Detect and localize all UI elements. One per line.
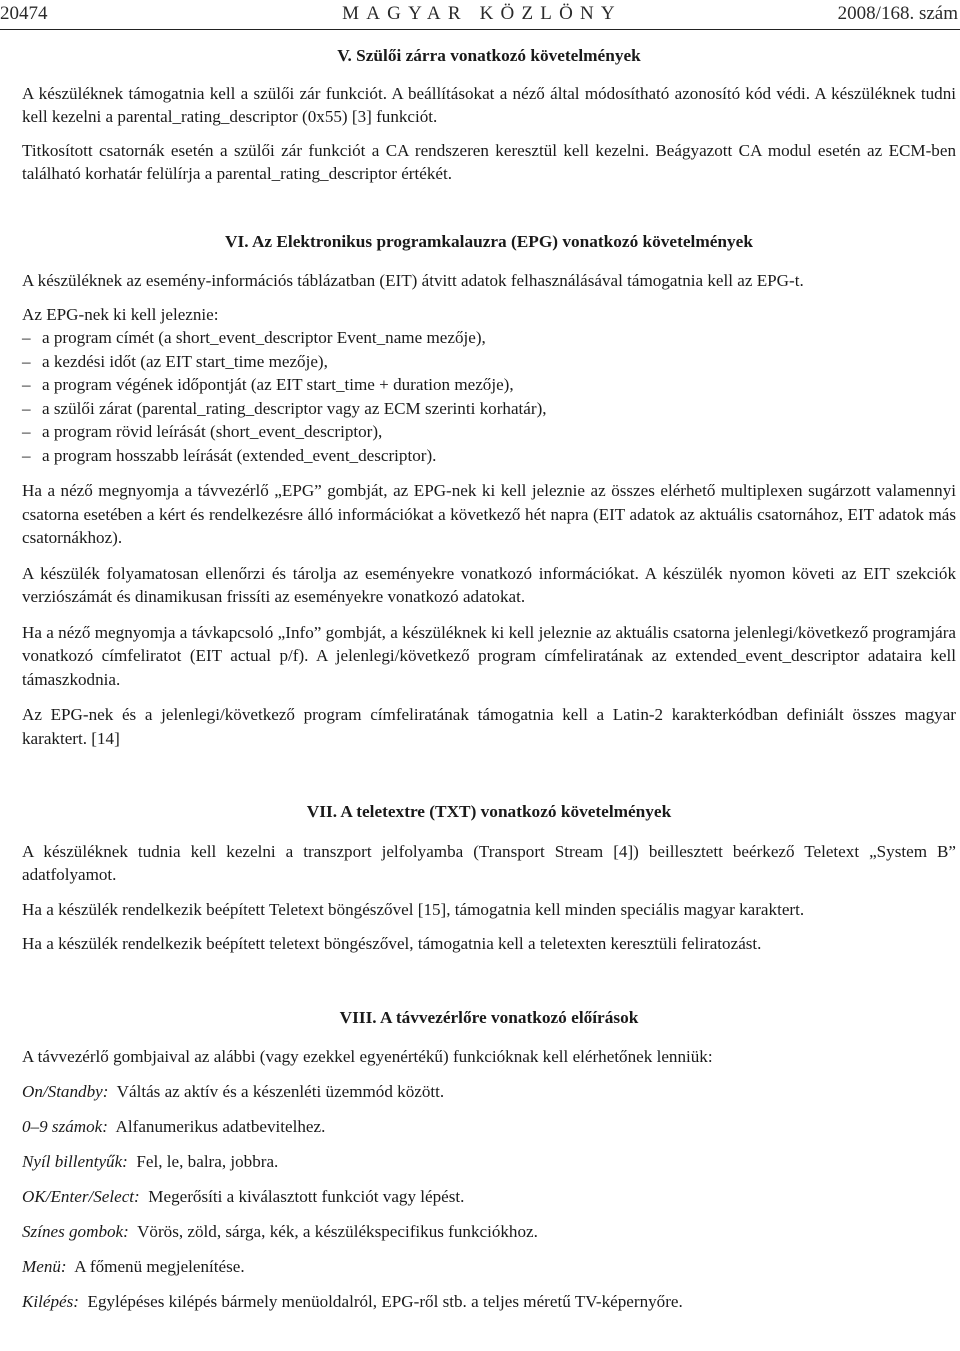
definition-desc: Egylépéses kilépés bármely menüoldalról, EPG-ről stb. a teljes méretű TV-képernyőre. — [87, 1291, 683, 1311]
section-vi-paragraph-1: A készüléknek az esemény-információs táblázatban (EIT) átvitt adatok felhasználásával támogatnia kell az EPG-t. — [22, 271, 804, 290]
definition-item — [22, 1115, 956, 1139]
section-vi-paragraph-4: Ha a néző megnyomja a távkapcsoló „Info” gombját, a készüléknek ki kell jeleznie az aktuális csatorna jelenlegi/következő programjára vonatkozó címfeliratot (EIT actual p/f). A jelenlegi/következő program címfeliratának az extended_event_descriptor adataira kell támaszkodnia. — [22, 622, 956, 689]
definition-desc: A főmenü megjelenítése. — [74, 1257, 245, 1276]
definition-desc: Fel, le, balra, jobbra. — [136, 1151, 279, 1171]
document-body — [22, 44, 956, 1313]
section-vi-paragraph-2: Ha a néző megnyomja a távvezérlő „EPG” gombját, az EPG-nek ki kell jeleznie az összes elérhető multiplexen sugárzott valamennyi csatorna esetében a kért és rendelkezésre álló információkat a következő hét napra (EIT adatok az aktuális csatornához, EIT adatok más csatornákhoz). — [22, 481, 956, 547]
section-vii-title: VII. A teletextre (TXT) vonatkozó követelmények — [306, 802, 672, 821]
list-item — [22, 420, 956, 444]
definition-desc: Alfanumerikus adatbevitelhez. — [115, 1117, 326, 1136]
section-viii-title: VIII. A távvezérlőre vonatkozó előírások — [339, 1007, 639, 1027]
section-vii-paragraph-3: Ha a készülék rendelkezik beépített teletext böngészővel, támogatnia kell a teletexten keresztüli feliratozást. — [22, 934, 762, 953]
definition-item — [22, 1220, 956, 1244]
section-vi-paragraph-5: Az EPG-nek és a jelenlegi/következő program címfeliratának támogatnia kell a Latin-2 karakterkódban definiált összes magyar karaktert. [14] — [22, 705, 956, 748]
dash-marker: – — [22, 328, 31, 347]
journal-title: MAGYAR KÖZLÖNY — [342, 3, 622, 24]
section-vi-paragraph-3: A készülék folyamatosan ellenőrzi és tárolja az eseményekre vonatkozó információkat. A készülék nyomon követi az EIT szekciók verziószámát és dinamikusan frissíti az eseményekre vonatkozó adatokat. — [22, 563, 956, 606]
dash-marker: – — [22, 398, 31, 418]
epg-requirements-list — [22, 326, 956, 467]
list-item — [22, 373, 956, 397]
dash-marker: – — [22, 445, 31, 465]
definition-item — [22, 1290, 956, 1314]
section-v-paragraph-2: Titkosított csatornák esetén a szülői zár funkciót a CA rendszeren keresztül kell kezelni. Beágyazott CA modul esetén az ECM-ben található korhatár felülírja a parental_rating_descriptor értékét. — [22, 140, 956, 183]
definition-term: Menü: — [22, 1257, 67, 1276]
definition-term: Nyíl billentyűk: — [22, 1151, 128, 1171]
list-item — [22, 444, 956, 468]
list-item-text: a program rövid leírását (short_event_descriptor), — [42, 422, 383, 441]
list-item — [22, 350, 956, 374]
list-item — [22, 326, 956, 350]
running-header — [0, 0, 960, 30]
definition-item — [22, 1185, 956, 1209]
section-v-paragraph-1: A készüléknek támogatnia kell a szülői zár funkciót. A beállításokat a néző által módosítható azonosító kód védi. A készüléknek tudni kell kezelni a parental_rating_descriptor (0x55) [3] funkciót. — [22, 83, 956, 126]
list-item — [22, 397, 956, 421]
section-v-title: V. Szülői zárra vonatkozó követelmények — [337, 46, 641, 65]
dash-marker: – — [22, 351, 31, 371]
dash-marker: – — [22, 375, 31, 394]
definition-item — [22, 1150, 956, 1174]
definition-item — [22, 1080, 956, 1104]
list-item-text: a szülői zárat (parental_rating_descriptor vagy az ECM szerinti korhatár), — [42, 398, 547, 418]
page-number: 20474 — [0, 3, 48, 24]
definition-term: Színes gombok: — [22, 1221, 129, 1241]
dash-marker: – — [22, 422, 31, 441]
definition-item — [22, 1255, 956, 1279]
definition-desc: Vörös, zöld, sárga, kék, a készülékspecifikus funkciókhoz. — [137, 1221, 538, 1241]
section-vii-paragraph-2: Ha a készülék rendelkezik beépített Teletext böngészővel [15], támogatnia kell minden speciális magyar karaktert. — [22, 899, 805, 919]
list-item-text: a program hosszabb leírását (extended_event_descriptor). — [42, 445, 437, 465]
definition-term: On/Standby: — [22, 1081, 109, 1101]
definition-term: OK/Enter/Select: — [22, 1187, 140, 1206]
section-viii-intro: A távvezérlő gombjaival az alábbi (vagy ezekkel egyenértékű) funkcióknak kell elérhetőnek lenniük: — [22, 1047, 713, 1066]
definition-term: 0–9 számok: — [22, 1117, 108, 1136]
section-vii-paragraph-1: A készüléknek tudnia kell kezelni a transzport jelfolyamba (Transport Stream [4]) beillesztett beérkező Teletext „System B” adatfolyamot. — [22, 841, 956, 884]
list-item-text: a program címét (a short_event_descriptor Event_name mezője), — [42, 328, 486, 347]
definition-desc: Váltás az aktív és a készenléti üzemmód között. — [116, 1081, 445, 1101]
list-item-text: a program végének időpontját (az EIT start_time + duration mezője), — [42, 375, 514, 394]
definition-term: Kilépés: — [22, 1291, 79, 1311]
section-vi-list-intro: Az EPG-nek ki kell jeleznie: — [22, 304, 219, 324]
list-item-text: a kezdési időt (az EIT start_time mezője), — [42, 351, 328, 371]
section-vi-title: VI. Az Elektronikus programkalauzra (EPG) vonatkozó követelmények — [225, 231, 753, 251]
issue-number: 2008/168. szám — [837, 3, 958, 24]
header-rule — [0, 29, 960, 30]
definition-desc: Megerősíti a kiválasztott funkciót vagy lépést. — [148, 1187, 465, 1206]
